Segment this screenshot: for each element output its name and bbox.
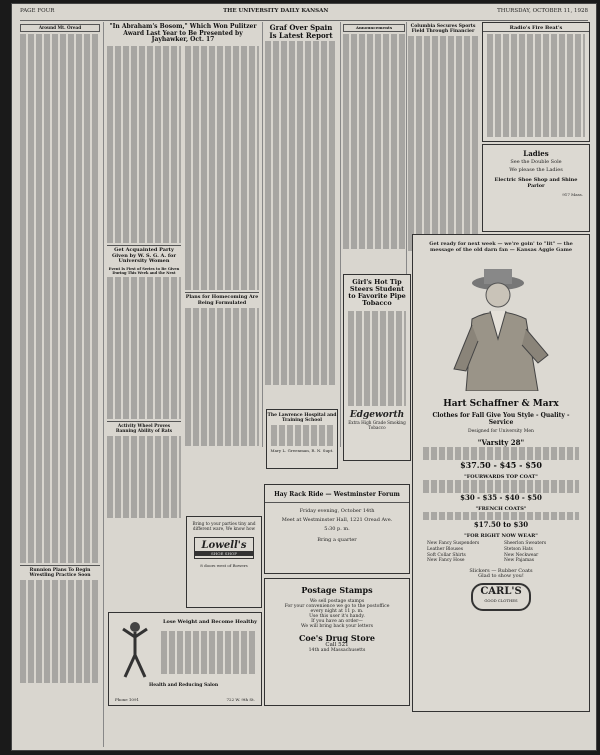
announcements-heading: Announcements [343, 24, 405, 32]
french-price: $17.50 to $30 [473, 520, 529, 530]
edgeworth-brand: Edgeworth [349, 409, 405, 420]
ladies-shoe-ad: Ladies See the Double Sole We please the Ladies Electric Shoe Shop and Shine Parlor 917 Mass. [482, 144, 590, 232]
stamps-title: Postage Stamps [301, 585, 373, 595]
hart-tagline: Get ready for next week — we're goin' to "lit" — the message of the old darn fan — Kansas Aggie Game [429, 241, 573, 253]
lose-weight-title: Lose Weight and Become Healthy [162, 619, 258, 625]
column-2 [107, 22, 259, 522]
coes-drug-store: Coe's Drug Store [299, 633, 375, 643]
homecoming-headline: Plans for Homecoming Are Being Formulated [185, 294, 259, 306]
carls-logo: CARL'S GOOD CLOTHES [471, 583, 531, 611]
column-1 [20, 22, 100, 712]
varsity-price: $37.50 - $45 - $50 [460, 459, 542, 470]
wrestling-headline: Runnion Plans To Begin Wrestling Practice Soon [20, 565, 100, 578]
weight-ad-address: 722 W. 9th St. [226, 697, 255, 702]
weight-ad-phone: Phone 1091 [115, 697, 140, 702]
masthead [20, 8, 588, 21]
lowells-logo: Lowell's SHOE SHOP [194, 537, 254, 559]
hart-brand: Hart Schaffner & Marx [443, 399, 559, 409]
hayrack-title: Hay Rack Ride — Westminster Forum [265, 491, 409, 503]
column-3 [265, 22, 337, 447]
columbia-headline: Columbia Secures Sports Field Through Financier [410, 24, 476, 34]
activity-wheel-headline: Activity Wheel Proves Banning Ability of Rats [107, 421, 181, 434]
lowells-tagline: Bring to your parties tiny and different ware, We know how [192, 521, 256, 531]
pipe-headline: Girl's Hot Tip Steers Student to Favorite Pipe Tobacco [348, 278, 406, 307]
lawrence-hospital-ad: The Lawrence Hospital and Training School Mary L. Greenman, R. N. Supt. [266, 409, 338, 469]
gentleman-illustration [426, 259, 576, 391]
hay-rack-ride-ad: Hay Rack Ride — Westminster Forum Friday evening, October 14th Meet at Westminster Hall, 1221 Oread Ave. 5:30 p. m. Bring a quarter [264, 484, 410, 574]
lowells-ad: Bring to your parties tiny and different ware, We know how Lowell's SHOE SHOP 8 doors west of Bowers [186, 516, 262, 608]
column-1-heading: Around Mt. Oread [20, 24, 100, 32]
newspaper-title: THE UNIVERSITY DAILY KANSAN [223, 8, 329, 14]
postage-stamps-ad: Postage Stamps We sell postage stamps For your convenience we go to the postoffice every night at 11 p. m. Use this user it's handy. If you have an order— We will bring back your letters Coe's Drug Store Call 521 14th and Massachusetts [264, 578, 410, 706]
pulitzer-headline: "In Abraham's Bosom," Which Won Pulitzer Award Last Year to Be Presented by Jayhawker, Oct. 17 [109, 23, 257, 43]
issue-date: THURSDAY, OCTOBER 11, 1928 [497, 8, 588, 14]
varsity-label: "Varsity 28" [477, 438, 525, 447]
newspaper-page [12, 4, 596, 750]
lose-weight-ad: Lose Weight and Become Healthy Health and Reducing Salon Phone 1091 722 W. 9th St. [108, 612, 262, 706]
hart-schaffner-ad: Get ready for next week — we're goin' to "lit" — the message of the old darn fan — Kansas Aggie Game Hart Schaffner & Marx Clothes for Fall Give You Style - Quality - Service Designed for University Men "Varsity 28" $37.50 - $45 - $50 "FOURWARDS TOP COAT" $30 - $35 - $40 - $50 "FRENCH COATS" $17.50 to $30 "FOR RIGHT NOW WEAR" New Fancy Suspenders Sheerlon Sweaters Leather Blouses Stetson Hats Soft Collar Shirts New Neckwear New Fancy Hose New Pajamas Slickers — Rubber Coats Glad to show you! CARL'S GOOD CLOTHES [412, 234, 590, 712]
acquainted-party-subhead: Event Is First of Series to Be Given During This Week and the Next [108, 266, 180, 275]
fourwards-price: $30 - $35 - $40 - $50 [460, 492, 542, 502]
page-number: PAGE FOUR [20, 8, 55, 14]
graf-zeppelin-headline: Graf Over Spain Is Latest Report [269, 23, 333, 40]
exercise-figure-icon [117, 619, 153, 681]
radio-heading: Radio's Fire Beat's [483, 25, 589, 32]
radio-box [482, 22, 590, 142]
acquainted-party-headline: Get Acquainted Party Given by W. S. G. A. for University Women [107, 245, 181, 265]
edgeworth-ad: Girl's Hot Tip Steers Student to Favorite Pipe Tobacco Edgeworth Extra High Grade Smoking Tobacco [343, 274, 411, 461]
